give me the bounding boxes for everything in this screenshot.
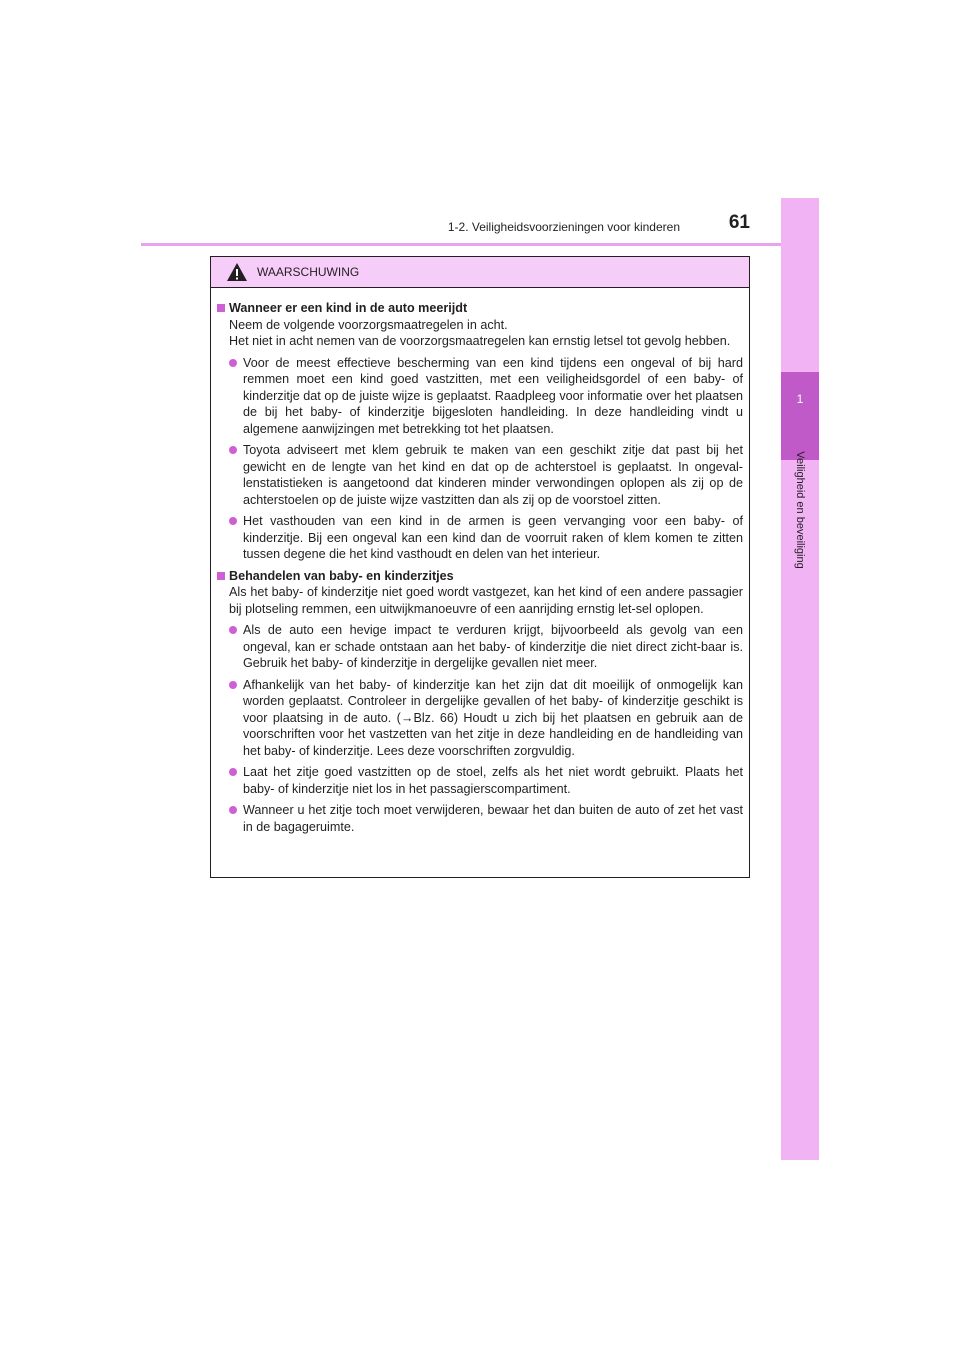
- warning-box: [210, 256, 750, 878]
- section-intro-line: Het niet in acht nemen van de voorzorgsmaatregelen kan ernstig letsel tot gevolg hebben.: [229, 334, 731, 348]
- chapter-number: 1: [796, 392, 804, 406]
- list-item: [229, 802, 743, 835]
- chapter-side-tab: [781, 198, 819, 1160]
- warning-label: WAARSCHUWING: [257, 265, 360, 279]
- list-item: [229, 677, 743, 760]
- section-title-text: Behandelen van baby- en kinderzitjes: [229, 568, 454, 583]
- chapter-title-text: Veiligheid en beveiliging: [794, 451, 806, 569]
- page-number: 61: [728, 212, 750, 233]
- warning-section-child-seats: [217, 568, 743, 836]
- section-title: [217, 568, 743, 585]
- warning-content: [211, 288, 749, 835]
- section-title: [217, 300, 743, 317]
- round-bullet-icon: [229, 359, 237, 367]
- list-item: [229, 513, 743, 563]
- round-bullet-icon: [229, 517, 237, 525]
- warning-header: [211, 257, 749, 288]
- round-bullet-icon: [229, 681, 237, 689]
- section-intro: [229, 317, 743, 350]
- list-item-text: Afhankelijk van het baby- of kinderzitje kan het zijn dat dit moeilijk of onmogelijk kan worden geplaatst. Controleer in dergelijke gevallen of het baby- of kinderzitje geschikt is voor plaatsing in de auto. (→Blz. 66) Houdt u zich bij het plaatsen en gebruik aan de voorschriften voor het vastzetten van het zitje in deze handleiding en de handleiding van het baby- of kinderzitje. Lees deze voorschriften zorgvuldig.: [243, 677, 743, 758]
- page-header-title: 1-2. Veiligheidsvoorzieningen voor kinderen: [447, 220, 680, 234]
- square-bullet-icon: [217, 572, 225, 580]
- round-bullet-icon: [229, 768, 237, 776]
- round-bullet-icon: [229, 626, 237, 634]
- list-item: [229, 355, 743, 438]
- list-item-text: Het vasthouden van een kind in de armen is geen vervanging voor een baby- of kinderzitje. Bij een ongeval kan een kind dan de voorruit raken of klem komen te zitten tussen degene die het kind vasthoudt en delen van het interieur.: [243, 514, 743, 561]
- square-bullet-icon: [217, 304, 225, 312]
- section-title-text: Wanneer er een kind in de auto meerijdt: [229, 301, 468, 315]
- list-item: [229, 764, 743, 797]
- list-item-text: Wanneer u het zitje toch moet verwijderen, bewaar het dan buiten de auto of zet het vast in de bagageruimte.: [243, 803, 743, 834]
- round-bullet-icon: [229, 446, 237, 454]
- list-item: [229, 442, 743, 508]
- round-bullet-icon: [229, 806, 237, 814]
- list-item: [229, 622, 743, 672]
- list-item-text: Als de auto een hevige impact te verduren krijgt, bijvoorbeeld als gevolg van een ongeval, kan er schade ontstaan aan het baby- of kinderzitje die niet direct zicht-baar is. Gebruik het baby- of kinderzitje in dergelijke gevallen niet meer.: [243, 623, 743, 670]
- list-item-text: Voor de meest effectieve bescherming van een kind tijdens een ongeval of bij hard remmen moet een kind goed vastzitten, met een veiligheidsgordel of een baby- of kinderzitje dat op de juiste wijze is geplaatst. Raadpleeg voor informatie over het plaatsen de bij het baby- of kinderzitje bijgesloten handleiding. In deze handleiding vindt u algemene aanwijzingen met betrekking tot het plaatsen.: [243, 355, 743, 436]
- warning-triangle-icon: [226, 262, 248, 282]
- list-item-text: Toyota adviseert met klem gebruik te maken van een geschikt zitje dat past bij het gewicht en de lengte van het kind en dat op de achterstoel is geplaatst. In ongeval-lenstatistieken is aangetoond dat kinderen minder verwondingen oplopen als zij op de achterstoelen op de juiste wijze vastzitten dan als zij op de voorstoel zitten.: [243, 443, 743, 507]
- section-intro: Als het baby- of kinderzitje niet goed wordt vastgezet, kan het kind of een andere passagier bij plotseling remmen, een uitwijkmanoeuvre of een aanrijding ernstig let-sel oplopen.: [229, 585, 743, 616]
- warning-section-children-in-car: [217, 300, 743, 563]
- list-item-text: Laat het zitje goed vastzitten op de stoel, zelfs als het niet wordt gebruikt. Plaats het baby- of kinderzitje niet los in het passagierscompartiment.: [243, 765, 743, 796]
- header-divider: [141, 243, 818, 246]
- section-intro-line: Neem de volgende voorzorgsmaatregelen in acht.: [229, 317, 508, 332]
